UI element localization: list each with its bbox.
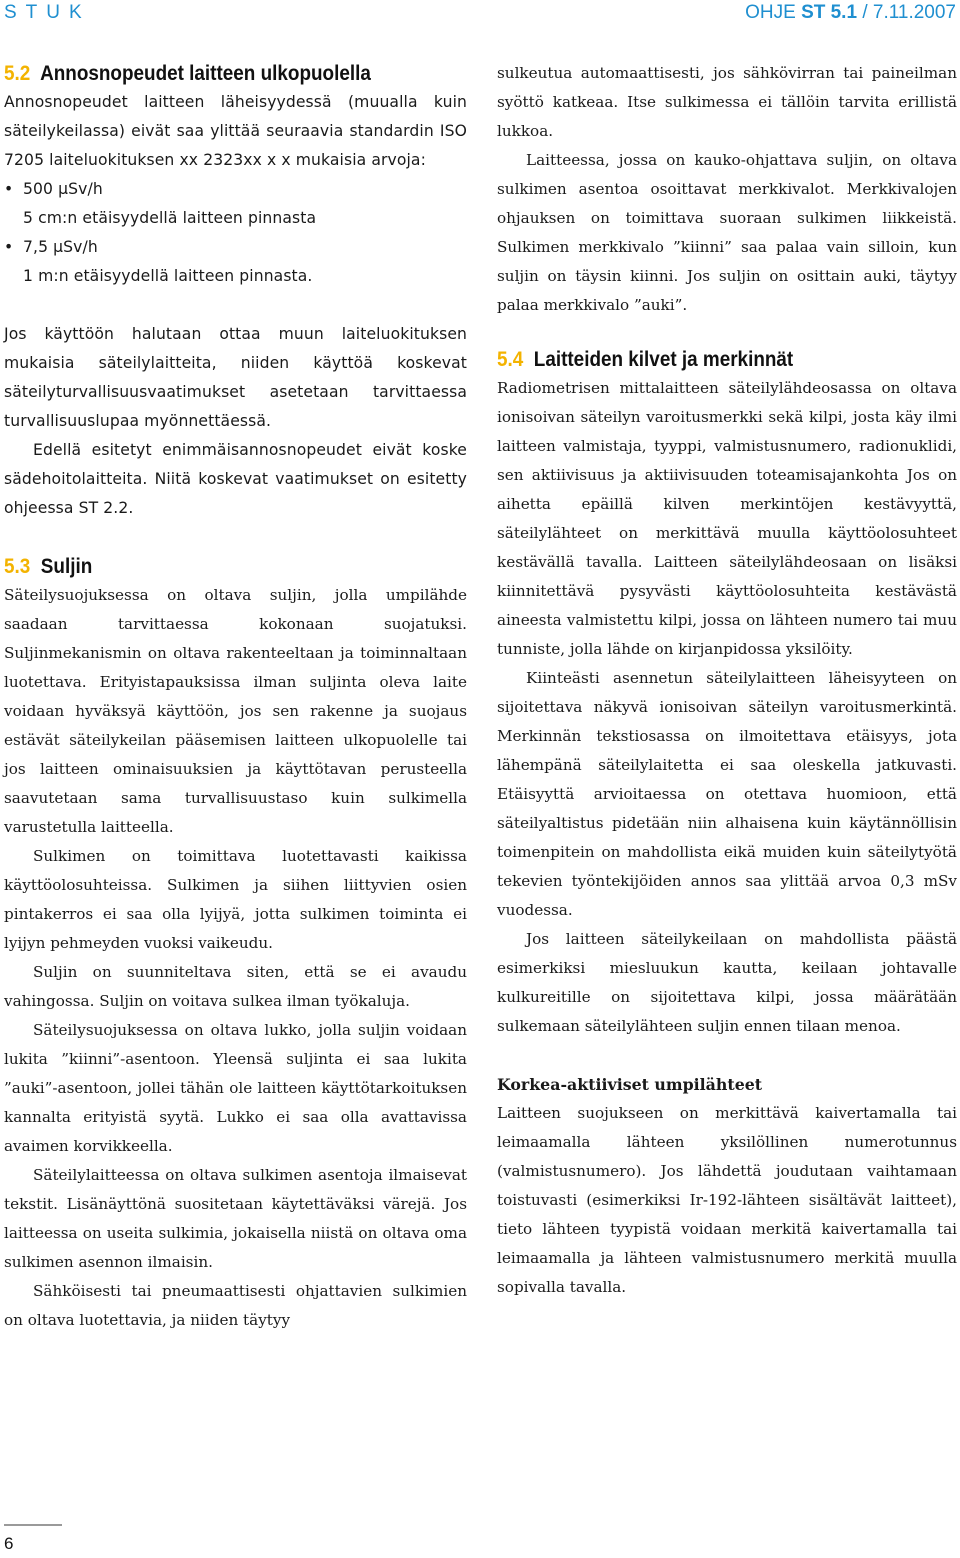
continued-paragraph: sulkeutua automaattisesti, jos sähkövirran tai paineilman syöttö katkeaa. Itse sulkimessa ei tällöin tarvita erillistä lukkoa.	[497, 64, 957, 140]
section-5-2-heading	[4, 59, 421, 88]
section-5-2-intro: Annosnopeudet laitteen läheisyydessä (muualla kuin säteilykeilassa) eivät saa ylittää seuraavia standardin ISO 7205 laiteluokituksen xx 2323xx x x mukaisia arvoja:	[4, 93, 467, 169]
section-5-2-paragraph: Jos käyttöön halutaan ottaa muun laiteluokituksen mukaisia säteilylaitteita, niiden käyttöä koskevat säteilyturvallisuusvaatimukset asetetaan tarvittaessa turvallisuuslupaa myönnettäessä.	[4, 325, 467, 430]
section-5-3-paragraph: Sähköisesti tai pneumaattisesti ohjattavien sulkimien on oltava luotettavia, ja niiden täytyy	[4, 1282, 467, 1329]
continued-paragraph: Laitteessa, jossa on kauko-ohjattava suljin, on oltava sulkimen asentoa osoittavat merkkivalot. Merkkivalojen ohjauksen on toimittava suoraan sulkimen liikkeistä. Sulkimen merkkivalo ”kiinni” saa palaa vain silloin, kun suljin on täysin kiinni. Jos suljin on osittain auki, täytyy palaa merkkivalo ”auki”.	[497, 151, 957, 314]
section-5-3-paragraph: Säteilysuojuksessa on oltava lukko, jolla suljin voidaan lukita ”kiinni”-asentoon. Yleensä suljinta ei saa lukita ”auki”-asentoon, jollei tähän ole laitteen käyttötarkoituksen kannalta erityistä syytä. Lukko ei saa olla avattavissa avaimen korvikkeella.	[4, 1021, 467, 1155]
left-column	[4, 59, 467, 1335]
bullet-detail: 1 m:n etäisyydellä laitteen pinnasta.	[23, 267, 313, 285]
subsection-heading: Korkea-aktiiviset umpilähteet	[497, 1075, 763, 1094]
brand-logo: STUK	[4, 2, 91, 23]
section-title: Suljin	[40, 555, 93, 578]
page-number: 6	[4, 1534, 14, 1553]
section-number: 5.4	[497, 348, 524, 371]
subsection-paragraph: Laitteen suojukseen on merkittävä kaivertamalla tai leimaamalla lähteen yksilöllinen numerotunnus (valmistusnumero). Jos lähdettä joudutaan vaihtamaan toistuvasti (esimerkiksi Ir-192-lähteen sisältävät laitteet), tieto lähteen tyypistä voidaan merkitä kaivertamalla tai leimaamalla ja lähteen valmistusnumero merkitä muulla sopivalla tavalla.	[497, 1104, 957, 1296]
section-5-2-paragraph: Edellä esitetyt enimmäisannosnopeudet eivät koske sädehoitolaitteita. Niitä koskevat vaatimukset on esitetty ohjeessa ST 2.2.	[4, 441, 467, 517]
guide-date: / 7.11.2007	[857, 2, 956, 23]
section-5-3-heading	[4, 552, 421, 581]
guide-code: ST 5.1	[801, 2, 858, 23]
bullet-detail: 5 cm:n etäisyydellä laitteen pinnasta	[23, 209, 317, 227]
section-number: 5.2	[4, 62, 31, 85]
section-5-4-paragraph: Jos laitteen säteilykeilaan on mahdollista päästä esimerkiksi miesluukun kautta, keilaan johtavalle kulkureitille on sijoitettava kilpi, jossa määrätään sulkemaan säteilylähteen suljin ennen tilaan menoa.	[497, 930, 957, 1035]
section-5-3-paragraph: Säteilylaitteessa on oltava sulkimen asentoja ilmaisevat tekstit. Lisänäyttönä suositetaan käytettäväksi värejä. Jos laitteessa on useita sulkimia, jokaisella niistä on oltava oma sulkimen asennon ilmaisin.	[4, 1166, 467, 1271]
guide-reference	[745, 2, 956, 24]
section-number: 5.3	[4, 555, 31, 578]
footer-divider	[4, 1524, 62, 1526]
bullet-value: 500 µSv/h	[23, 180, 103, 198]
section-5-4-paragraph: Kiinteästi asennetun säteilylaitteen läheisyyteen on sijoitettava näkyvä ionisoivan säteilyn varoitusmerkintä. Merkinnän tekstiosassa on ilmoitettava etäisyys, jota lähempänä säteilylaitetta ei saa oleskella jatkuvasti. Etäisyyttä arvioitaessa on otettava huomioon, että säteilyaltistus pidetään niin alhaisena kuin käytännöllisin toimenpitein on mahdollista eikä muiden kuin säteilytyötä tekevien työntekijöiden annos saa ylittää arvoa 0,3 mSv vuodessa.	[497, 669, 957, 919]
bullet-icon: •	[4, 238, 14, 256]
section-5-3-paragraph: Säteilysuojuksessa on oltava suljin, jolla umpilähde saadaan tarvittaessa kokonaan suojatuksi. Suljinmekanismin on oltava rakenteeltaan ja toiminnaltaan luotettava. Erityistapauksissa ilman suljinta oleva laite voidaan hyväksyä käyttöön, jos sen rakenne ja suojaus estävät säteilykeilan pääsemisen laitteen ulkopuolelle tai jos laitteen ominaisuuksien ja käyttötavan perusteella saavutetaan sama turvallisuustaso kuin sulkimella varustetulla laitteella.	[4, 586, 467, 836]
section-title: Annosnopeudet laitteen ulkopuolella	[40, 62, 371, 85]
bullet-icon: •	[4, 180, 14, 198]
bullet-item	[4, 233, 467, 262]
section-5-3-paragraph: Sulkimen on toimittava luotettavasti kaikissa käyttöolosuhteissa. Sulkimen ja siihen liittyvien osien pintakerros ei saa olla lyijyä, jotta sulkimen toiminta ei lyijyn pehmeyden vuoksi vaikeudu.	[4, 847, 467, 952]
section-5-4-heading	[497, 345, 911, 374]
section-5-3-paragraph: Suljin on suunniteltava siten, että se ei avaudu vahingossa. Suljin on voitava sulkea ilman työkaluja.	[4, 963, 467, 1010]
section-title: Laitteiden kilvet ja merkinnät	[533, 348, 794, 371]
bullet-item	[4, 175, 467, 204]
right-column	[497, 59, 957, 1302]
guide-prefix: OHJE	[745, 2, 802, 23]
bullet-value: 7,5 µSv/h	[23, 238, 98, 256]
section-5-4-paragraph: Radiometrisen mittalaitteen säteilylähdeosassa on oltava ionisoivan säteilyn varoitusmerkki sekä kilpi, josta käy ilmi laitteen valmistaja, tyyppi, valmistusnumero, radionuklidi, sen aktiivisuus ja aktiivisuuden toteamisajankohta Jos on aihetta epäillä kilven merkintöjen kestävyyttä, säteilylähteet on merkittävä muulla käyttöolosuhteet kestävällä tavalla. Laitteen säteilylähdeosaan on lisäksi kiinnitettävä pysyvästi käyttöolosuhteita kestävästä aineesta valmistettu kilpi, jossa on lähteen numero tai muu tunniste, jolla lähde on kirjanpidossa yksilöity.	[497, 379, 957, 658]
